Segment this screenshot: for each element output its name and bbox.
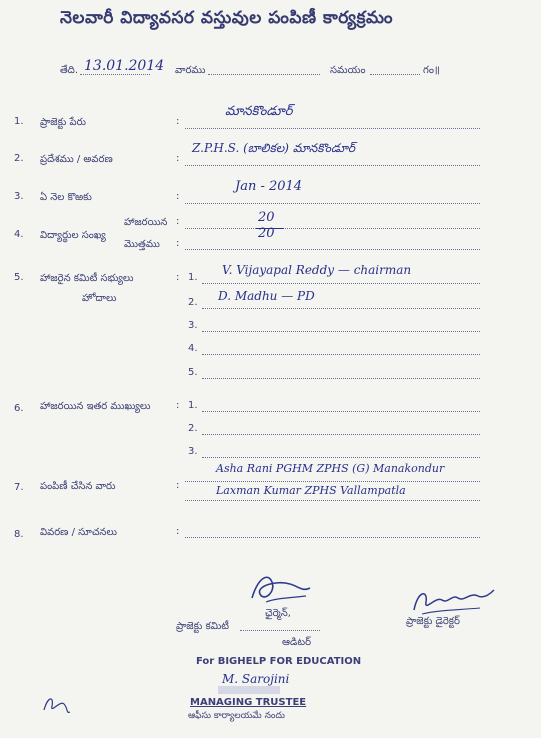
initial-mark-icon — [40, 690, 74, 720]
time-label: సమయం — [330, 65, 366, 76]
others-number: 1. — [188, 400, 198, 411]
colon: : — [176, 216, 180, 227]
project-name-label: ప్రాజెక్టు పేరు — [40, 117, 86, 128]
time-line — [370, 74, 420, 75]
student-count-label: విద్యార్థుల సంఖ్య — [40, 230, 106, 241]
colon: : — [176, 272, 180, 283]
day-line — [208, 74, 320, 75]
present-value: 20 — [258, 210, 275, 225]
day-label: వారము — [175, 65, 206, 76]
project-name-value: మానకొండూర్ — [225, 104, 293, 119]
committee-number: 2. — [188, 297, 198, 308]
colon: : — [176, 480, 180, 491]
director-signature-icon — [408, 586, 498, 618]
others-line — [202, 457, 480, 458]
distributed-by-label: పంపిణీ చేసిన వారు — [40, 481, 116, 492]
designation-sublabel: హోదాలు — [82, 293, 117, 304]
distributor-1: Asha Rani PGHM ZPHS (G) Manakondur — [216, 462, 445, 475]
row-number: 6. — [14, 403, 24, 414]
auditor-label: ఆడిటర్ — [282, 637, 312, 648]
committee-number: 3. — [188, 320, 198, 331]
row-number: 2. — [14, 153, 24, 164]
colon: : — [176, 191, 180, 202]
others-line — [202, 434, 480, 435]
committee-member-1: V. Vijayapal Reddy — chairman — [222, 263, 412, 277]
date-line — [80, 74, 150, 75]
others-label: హాజరయిన ఇతర ముఖ్యులు — [40, 401, 151, 412]
row-number: 4. — [14, 229, 24, 240]
row-number: 5. — [14, 272, 24, 283]
trustee-line: MANAGING TRUSTEE — [190, 697, 307, 708]
row-number: 3. — [14, 191, 24, 202]
distributor-2: Laxman Kumar ZPHS Vallampatla — [216, 484, 406, 497]
month-value: Jan - 2014 — [235, 179, 303, 194]
date-value: 13.01.2014 — [84, 58, 165, 74]
project-name-line — [185, 128, 480, 129]
committee-member-2: D. Madhu — PD — [218, 289, 315, 303]
committee-number: 1. — [188, 272, 198, 283]
remarks-label: వివరణ / సూచనలు — [40, 527, 118, 538]
location-label: ప్రదేశము / అవరణ — [40, 154, 113, 165]
location-value: Z.P.H.S. (బాలికల) మానకొండూర్ — [192, 141, 355, 155]
time-suffix: గం॥ — [423, 65, 440, 76]
committee-line — [202, 283, 480, 284]
stamp-smudge — [218, 686, 280, 694]
chairman-signature-icon — [246, 568, 316, 608]
signatory-name: M. Sarojini — [222, 672, 290, 686]
total-value: 20 — [258, 226, 275, 241]
date-label: తేది. — [60, 65, 79, 76]
colon: : — [176, 526, 180, 537]
colon: : — [176, 153, 180, 164]
committee-line — [202, 331, 480, 332]
row-number: 1. — [14, 116, 24, 127]
others-number: 2. — [188, 423, 198, 434]
month-line — [185, 203, 480, 204]
others-line — [202, 411, 480, 412]
director-label: ప్రాజెక్టు డైరెక్టర్ — [406, 616, 460, 627]
for-line: For BIGHELP FOR EDUCATION — [196, 656, 362, 667]
row-number: 8. — [14, 529, 24, 540]
total-sublabel: మొత్తము — [124, 239, 160, 250]
signature-line — [240, 630, 320, 631]
office-line: ఆఫీసు కార్యాలయమే నందు — [188, 711, 285, 721]
committee-number: 4. — [188, 343, 198, 354]
month-label: ఏ నెల కొఱకు — [40, 192, 92, 203]
colon: : — [176, 400, 180, 411]
committee-sign-label: ప్రాజెక్టు కమిటీ — [176, 621, 229, 632]
colon: : — [176, 116, 180, 127]
committee-line — [202, 308, 480, 309]
distributed-line — [185, 500, 480, 501]
committee-line — [202, 378, 480, 379]
total-line — [185, 249, 480, 250]
committee-number: 5. — [188, 367, 198, 378]
present-sublabel: హాజరయిన — [124, 217, 168, 228]
present-line — [185, 228, 480, 229]
committee-label: హాజరైన కమిటీ సభ్యులు — [40, 273, 134, 284]
remarks-line — [185, 537, 480, 538]
location-line — [185, 165, 480, 166]
others-number: 3. — [188, 446, 198, 457]
chairman-label: ఛైర్మెన్, — [265, 608, 291, 619]
page-title: నెలవారీ విద్యావసర వస్తువుల పంపిణీ కార్యక్రమం — [60, 8, 394, 28]
colon: : — [176, 238, 180, 249]
row-number: 7. — [14, 482, 24, 493]
committee-line — [202, 354, 480, 355]
distributed-line — [185, 481, 480, 482]
